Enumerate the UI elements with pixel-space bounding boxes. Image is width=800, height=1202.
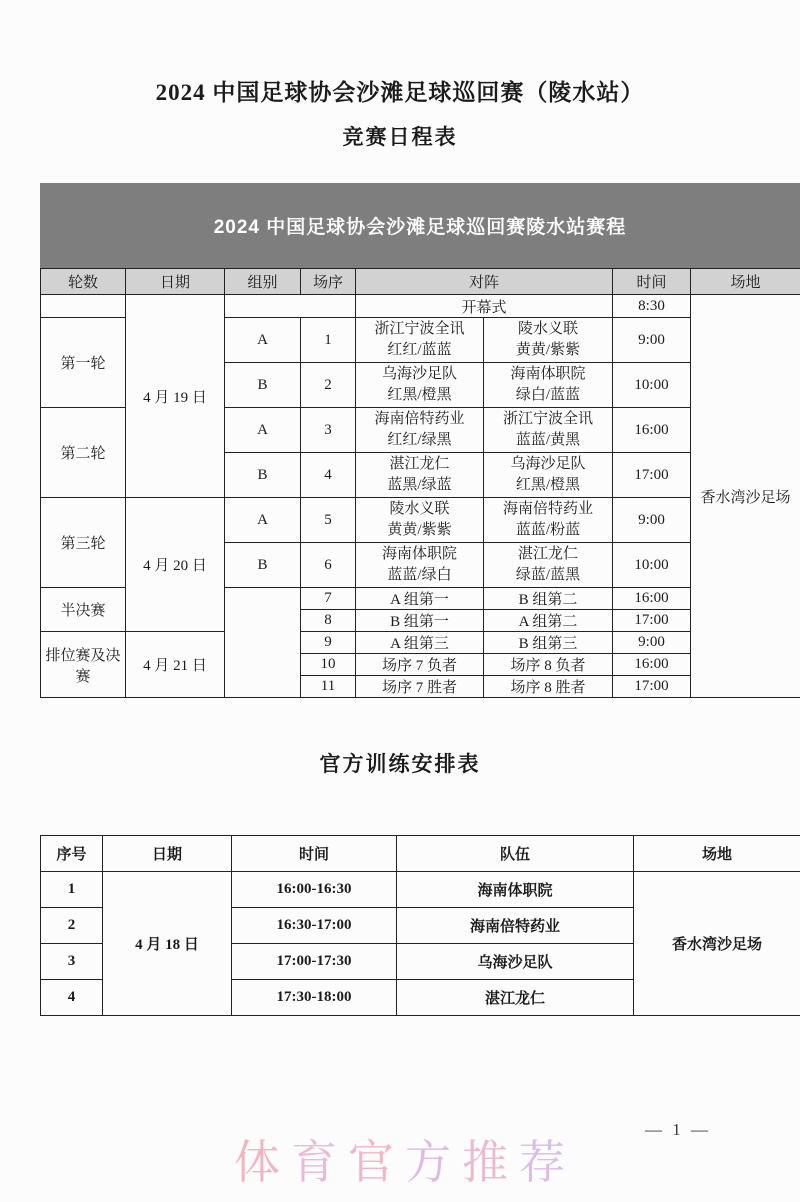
round-cell-empty [41,295,126,318]
schedule-header-row [41,269,800,295]
order-cell: 3 [301,408,356,453]
order-cell: 8 [301,610,356,632]
team-name: 陵水义联 [389,501,450,517]
time-cell: 17:00 [613,676,691,698]
home-team-cell: B 组第一 [356,610,484,632]
home-team-cell [356,408,484,453]
away-team-cell: 场序 8 负者 [484,654,613,676]
col-header-matchup: 对阵 [356,269,613,295]
team-kit: 红红/绿黑 [387,432,452,448]
group-order-empty-cell [225,295,356,318]
round-cell: 第二轮 [41,408,126,498]
away-team-cell [484,363,613,408]
opening-ceremony-row [41,295,800,318]
away-team-cell: B 组第二 [484,588,613,610]
col-header-round: 轮数 [41,269,126,295]
away-team-cell: A 组第二 [484,610,613,632]
time-cell: 9:00 [613,632,691,654]
away-team-cell [484,408,613,453]
venue-cell: 香水湾沙足场 [634,872,800,1016]
order-cell: 11 [301,676,356,698]
team-name: 乌海沙足队 [510,456,586,472]
team-cell: 海南体职院 [397,872,634,908]
team-cell: 海南倍特药业 [397,908,634,944]
away-team-cell: 场序 8 胜者 [484,676,613,698]
training-row [41,872,800,908]
team-name: 海南倍特药业 [374,411,465,427]
col-header-time: 时间 [613,269,691,295]
time-cell: 10:00 [613,543,691,588]
time-cell: 16:00-16:30 [232,872,397,908]
time-cell: 16:00 [613,654,691,676]
col-header-no: 序号 [41,836,103,872]
team-name: 海南体职院 [381,546,457,562]
col-header-venue: 场地 [634,836,800,872]
team-name: 湛江龙仁 [518,546,579,562]
team-kit: 黄黄/紫紫 [387,522,452,538]
away-team-cell [484,498,613,543]
time-cell: 16:30-17:00 [232,908,397,944]
away-team-cell [484,318,613,363]
team-name: 海南体职院 [510,366,586,382]
team-kit: 红红/蓝蓝 [387,342,452,358]
time-cell: 17:30-18:00 [232,980,397,1016]
col-header-date: 日期 [126,269,225,295]
order-cell: 4 [301,453,356,498]
team-kit: 红黑/橙黑 [515,477,581,493]
no-cell: 1 [41,872,103,908]
time-cell: 17:00 [613,453,691,498]
team-kit: 蓝黑/绿蓝 [387,477,452,493]
time-cell: 17:00-17:30 [232,944,397,980]
group-cell: B [225,363,301,408]
group-cell: A [225,498,301,543]
date-cell: 4 月 20 日 [126,498,225,632]
group-cell: B [225,543,301,588]
time-cell: 16:00 [613,588,691,610]
time-cell: 8:30 [613,295,691,318]
col-header-time: 时间 [232,836,397,872]
match-row [41,498,800,543]
col-header-date: 日期 [103,836,232,872]
training-table [40,835,800,1016]
team-name: 乌海沙足队 [381,366,457,382]
team-kit: 红黑/橙黑 [387,387,452,403]
team-kit: 黄黄/紫紫 [515,342,581,358]
team-kit: 绿蓝/蓝黑 [515,567,581,583]
col-header-group: 组别 [225,269,301,295]
order-cell: 5 [301,498,356,543]
home-team-cell: 场序 7 胜者 [356,676,484,698]
away-team-cell [484,453,613,498]
home-team-cell [356,318,484,363]
round-cell: 第三轮 [41,498,126,588]
venue-cell: 香水湾沙足场 [691,295,800,698]
col-header-team: 队伍 [397,836,634,872]
team-kit: 绿白/蓝蓝 [515,387,581,403]
no-cell: 2 [41,908,103,944]
group-empty-cell [225,588,301,698]
training-header-row [41,836,800,872]
round-cell: 第一轮 [41,318,126,408]
order-cell: 7 [301,588,356,610]
time-cell: 9:00 [613,318,691,363]
no-cell: 3 [41,944,103,980]
time-cell: 10:00 [613,363,691,408]
team-name: 陵水义联 [518,321,579,337]
schedule-table [40,268,800,698]
team-cell: 湛江龙仁 [397,980,634,1016]
order-cell: 10 [301,654,356,676]
team-name: 海南倍特药业 [503,501,594,517]
team-kit: 蓝蓝/黄黑 [515,432,581,448]
group-cell: A [225,408,301,453]
opening-label-cell: 开幕式 [356,295,613,318]
date-cell: 4 月 21 日 [126,632,225,698]
page-number: — 1 — [645,1120,711,1139]
page-subtitle: 竞赛日程表 [342,125,458,149]
team-kit: 蓝蓝/粉蓝 [515,522,581,538]
watermark: 体育官方推荐 [234,1137,576,1188]
match-row [41,632,800,654]
home-team-cell [356,363,484,408]
away-team-cell [484,543,613,588]
team-name: 浙江宁波全讯 [374,321,465,337]
date-cell: 4 月 18 日 [103,872,232,1016]
group-cell: A [225,318,301,363]
away-team-cell: B 组第三 [484,632,613,654]
order-cell: 6 [301,543,356,588]
col-header-order: 场序 [301,269,356,295]
home-team-cell: A 组第一 [356,588,484,610]
home-team-cell [356,453,484,498]
round-cell: 排位赛及决赛 [41,632,126,698]
date-cell: 4 月 19 日 [126,295,225,498]
home-team-cell [356,498,484,543]
team-kit: 蓝蓝/绿白 [387,567,452,583]
no-cell: 4 [41,980,103,1016]
team-cell: 乌海沙足队 [397,944,634,980]
order-cell: 2 [301,363,356,408]
time-cell: 9:00 [613,498,691,543]
home-team-cell: 场序 7 负者 [356,654,484,676]
group-cell: B [225,453,301,498]
time-cell: 16:00 [613,408,691,453]
round-cell: 半决赛 [41,588,126,632]
home-team-cell: A 组第三 [356,632,484,654]
training-section-title: 官方训练安排表 [319,752,481,776]
home-team-cell [356,543,484,588]
page-title: 2024 中国足球协会沙滩足球巡回赛（陵水站） [155,80,645,105]
team-name: 浙江宁波全讯 [503,411,594,427]
col-header-venue: 场地 [691,269,800,295]
schedule-banner-title: 2024 中国足球协会沙滩足球巡回赛陵水站赛程 [40,183,800,268]
order-cell: 9 [301,632,356,654]
team-name: 湛江龙仁 [389,456,450,472]
time-cell: 17:00 [613,610,691,632]
order-cell: 1 [301,318,356,363]
